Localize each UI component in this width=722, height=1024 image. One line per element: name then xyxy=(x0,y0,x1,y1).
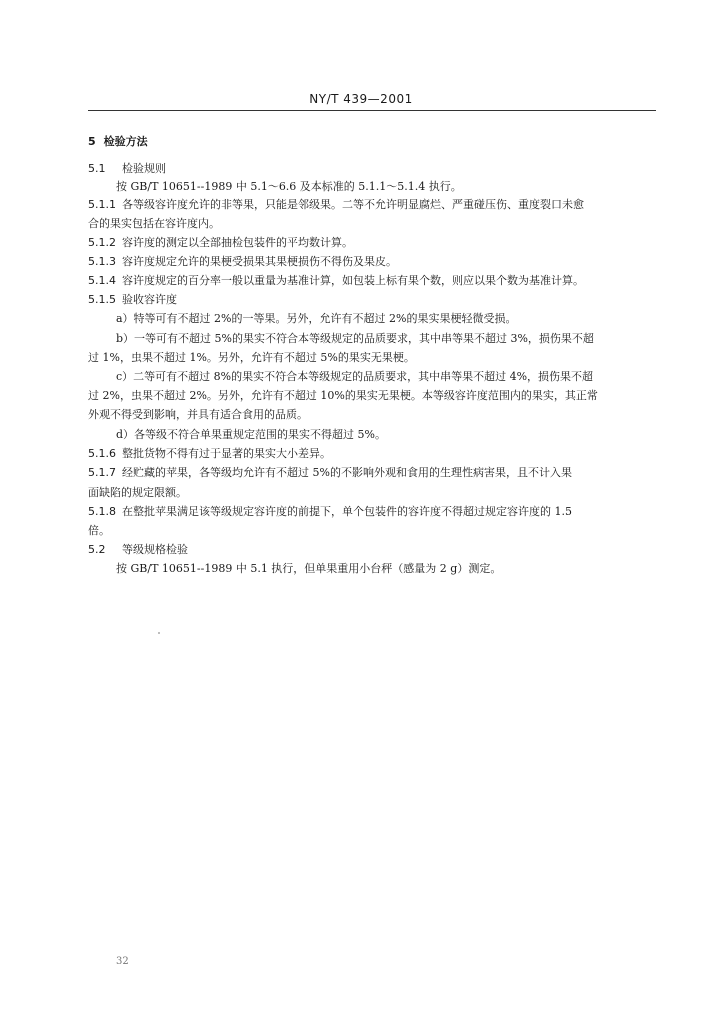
clause-5-1-1-line1 xyxy=(88,198,584,212)
clause-5-2-heading xyxy=(88,543,188,557)
clause-number: 5.2 xyxy=(88,543,106,556)
clause-5-1-6 xyxy=(88,447,331,461)
item-b-line2: 过 1%，虫果不超过 1%。另外，允许有不超过 5%的果实无果梗。 xyxy=(88,351,415,364)
clause-title: 检验规则 xyxy=(122,162,166,175)
clause-5-1-text: 按 GB/T 10651--1989 中 5.1～6.6 及本标准的 5.1.1～5.1.4 执行。 xyxy=(116,180,462,193)
clause-number: 5.1.2 xyxy=(88,236,116,249)
clause-text: 各等级容许度允许的非等果，只能是邻级果。二等不允许明显腐烂、严重碰压伤、重度裂口未愈 xyxy=(122,198,584,211)
clause-number: 5.1.5 xyxy=(88,293,116,306)
clause-number: 5.1.3 xyxy=(88,255,116,268)
clause-number: 5.1.8 xyxy=(88,505,116,518)
item-c-line2: 过 2%，虫果不超过 2%。另外，允许有不超过 10%的果实无果梗。本等级容许度范围内的果实，其正常 xyxy=(88,389,598,402)
clause-number: 5.1.6 xyxy=(88,447,116,460)
item-a: a）特等可有不超过 2%的一等果。另外，允许有不超过 2%的果实果梗轻微受损。 xyxy=(116,312,517,325)
clause-5-1-7-line1 xyxy=(88,466,572,480)
item-d: d）各等级不符合单果重规定范围的果实不得超过 5%。 xyxy=(116,428,386,441)
clause-text: 容许度规定允许的果梗受损果其果梗损伤不得伤及果皮。 xyxy=(122,255,397,268)
clause-number: 5.1.4 xyxy=(88,274,116,287)
item-c-line1: c）二等可有不超过 8%的果实不符合本等级规定的品质要求，其中串等果不超过 4%，损伤果不超 xyxy=(116,370,594,383)
section-title: 检验方法 xyxy=(103,135,148,148)
clause-5-1-8-line1 xyxy=(88,505,572,519)
clause-number: 5.1.1 xyxy=(88,198,116,211)
clause-text: 容许度的测定以全部抽检包装件的平均数计算。 xyxy=(122,236,353,249)
clause-number: 5.1.7 xyxy=(88,466,116,479)
section-number: 5 xyxy=(88,135,96,148)
clause-5-1-7-line2: 面缺陷的规定限额。 xyxy=(88,486,187,499)
clause-number: 5.1 xyxy=(88,162,106,175)
scan-speck xyxy=(158,632,160,634)
header-rule xyxy=(88,110,656,111)
clause-title: 等级规格检验 xyxy=(122,543,188,556)
item-c-line3: 外观不得受到影响，并具有适合食用的品质。 xyxy=(88,408,308,421)
clause-5-1-8-line2: 倍。 xyxy=(88,524,110,537)
clause-text: 在整批苹果满足该等级规定容许度的前提下，单个包装件的容许度不得超过规定容许度的 1.5 xyxy=(122,505,572,518)
clause-text: 经贮藏的苹果，各等级均允许有不超过 5%的不影响外观和食用的生理性病害果，且不计入果 xyxy=(122,466,572,479)
clause-5-1-heading xyxy=(88,162,166,176)
clause-title: 验收容许度 xyxy=(122,293,177,306)
item-b-line1: b）一等可有不超过 5%的果实不符合本等级规定的品质要求，其中串等果不超过 3%，损伤果不超 xyxy=(116,332,594,345)
page-number: 32 xyxy=(116,956,129,967)
section-heading xyxy=(88,135,148,149)
clause-5-2-text: 按 GB/T 10651--1989 中 5.1 执行，但单果重用小台秤（感量为 2 g）测定。 xyxy=(116,562,502,575)
clause-5-1-3 xyxy=(88,255,397,269)
clause-text: 整批货物不得有过于显著的果实大小差异。 xyxy=(122,447,331,460)
clause-5-1-1-line2: 合的果实包括在容许度内。 xyxy=(88,217,220,230)
clause-5-1-5-heading xyxy=(88,293,177,307)
clause-5-1-2 xyxy=(88,236,353,250)
standard-code: NY/T 439—2001 xyxy=(309,92,413,106)
clause-5-1-4 xyxy=(88,274,584,288)
clause-text: 容许度规定的百分率一般以重量为基准计算，如包装上标有果个数，则应以果个数为基准计算。 xyxy=(122,274,584,287)
